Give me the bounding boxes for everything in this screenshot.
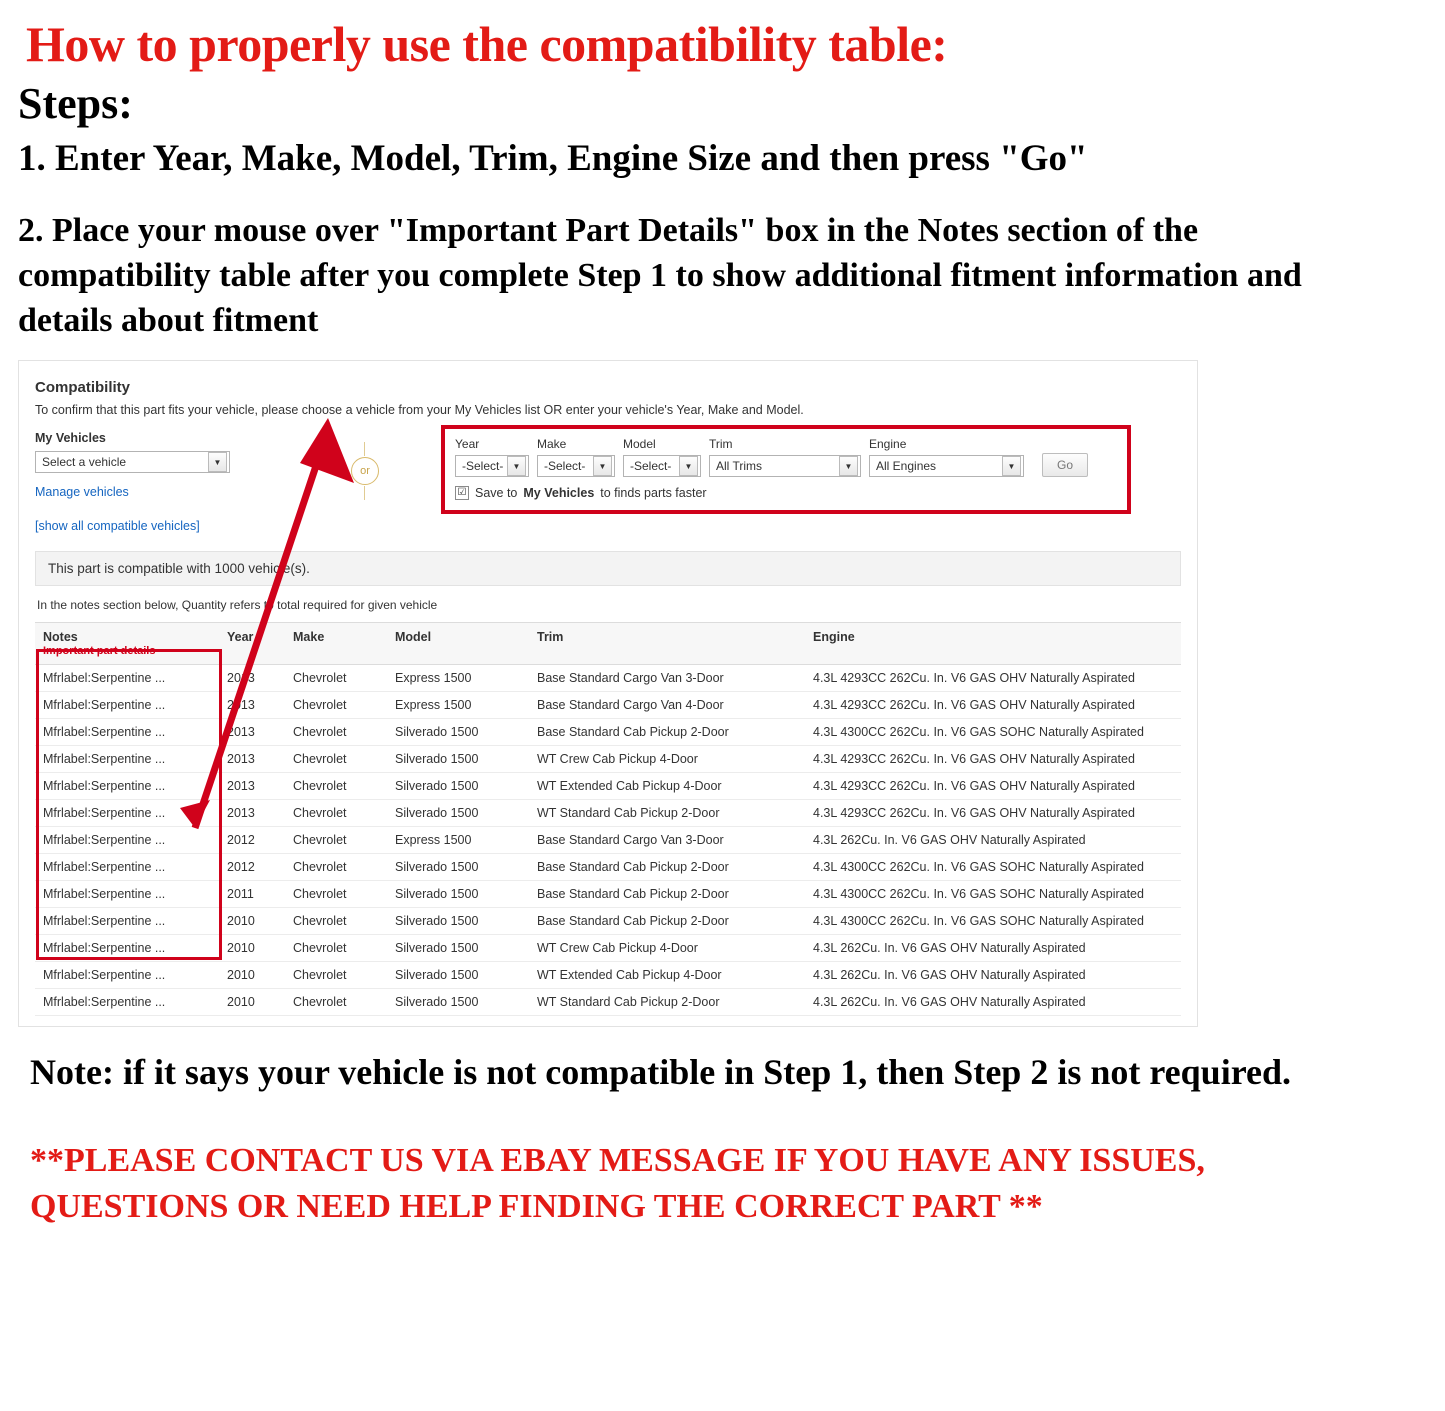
cell-engine: 4.3L 4300CC 262Cu. In. V6 GAS SOHC Naturally Aspirated (805, 908, 1181, 935)
header-make: Make (285, 623, 387, 665)
compatibility-heading: Compatibility (35, 379, 131, 396)
vehicle-finder-fields (455, 437, 1117, 477)
cell-notes[interactable]: Mfrlabel:Serpentine ... (35, 827, 219, 854)
engine-field (869, 437, 1024, 477)
chevron-down-icon: ▼ (839, 456, 858, 476)
cell-make: Chevrolet (285, 908, 387, 935)
table-row (35, 935, 1181, 962)
table-row (35, 746, 1181, 773)
page-title: How to properly use the compatibility table: (26, 16, 948, 72)
engine-label: Engine (869, 437, 907, 451)
compatible-count-banner: This part is compatible with 1000 vehicle(s). (35, 551, 1181, 586)
go-button[interactable]: Go (1042, 453, 1088, 477)
save-prefix-text: Save to (475, 486, 518, 500)
cell-make: Chevrolet (285, 665, 387, 692)
cell-model: Silverado 1500 (387, 989, 529, 1016)
cell-trim: Base Standard Cab Pickup 2-Door (529, 881, 805, 908)
cell-trim: WT Crew Cab Pickup 4-Door (529, 746, 805, 773)
cell-model: Silverado 1500 (387, 908, 529, 935)
table-row (35, 989, 1181, 1016)
cell-engine: 4.3L 4293CC 262Cu. In. V6 GAS OHV Naturally Aspirated (805, 692, 1181, 719)
cell-notes[interactable]: Mfrlabel:Serpentine ... (35, 665, 219, 692)
trim-label: Trim (709, 437, 733, 451)
cell-year: 2012 (219, 827, 285, 854)
cell-engine: 4.3L 4293CC 262Cu. In. V6 GAS OHV Naturally Aspirated (805, 773, 1181, 800)
table-header-row (35, 623, 1181, 665)
cell-engine: 4.3L 262Cu. In. V6 GAS OHV Naturally Aspirated (805, 935, 1181, 962)
cell-notes[interactable]: Mfrlabel:Serpentine ... (35, 746, 219, 773)
cell-notes[interactable]: Mfrlabel:Serpentine ... (35, 881, 219, 908)
cell-model: Express 1500 (387, 665, 529, 692)
cell-model: Silverado 1500 (387, 719, 529, 746)
cell-make: Chevrolet (285, 827, 387, 854)
my-vehicles-select-value: Select a vehicle (42, 455, 127, 469)
header-year: Year (219, 623, 285, 665)
header-trim: Trim (529, 623, 805, 665)
cell-model: Silverado 1500 (387, 854, 529, 881)
table-row (35, 692, 1181, 719)
cell-model: Silverado 1500 (387, 962, 529, 989)
cell-notes[interactable]: Mfrlabel:Serpentine ... (35, 773, 219, 800)
engine-select[interactable] (869, 455, 1024, 477)
cell-trim: Base Standard Cargo Van 3-Door (529, 665, 805, 692)
cell-make: Chevrolet (285, 773, 387, 800)
save-to-my-vehicles-checkbox[interactable]: ☑ (455, 486, 469, 500)
cell-trim: Base Standard Cab Pickup 2-Door (529, 854, 805, 881)
my-vehicles-block (35, 431, 285, 533)
cell-model: Silverado 1500 (387, 881, 529, 908)
make-field (537, 437, 615, 477)
steps-label: Steps: (18, 78, 133, 128)
cell-year: 2013 (219, 773, 285, 800)
cell-make: Chevrolet (285, 692, 387, 719)
cell-trim: Base Standard Cab Pickup 2-Door (529, 908, 805, 935)
year-field (455, 437, 529, 477)
table-row (35, 719, 1181, 746)
my-vehicles-label: My Vehicles (35, 431, 106, 445)
cell-notes[interactable]: Mfrlabel:Serpentine ... (35, 692, 219, 719)
chevron-down-icon: ▼ (507, 456, 526, 476)
cell-make: Chevrolet (285, 989, 387, 1016)
cell-year: 2013 (219, 719, 285, 746)
vehicle-selector-row (35, 431, 1181, 533)
save-to-my-vehicles-row[interactable] (455, 486, 1117, 500)
cell-model: Express 1500 (387, 692, 529, 719)
cell-model: Silverado 1500 (387, 746, 529, 773)
model-select[interactable] (623, 455, 701, 477)
cell-make: Chevrolet (285, 962, 387, 989)
or-divider: or (351, 457, 379, 485)
cell-engine: 4.3L 262Cu. In. V6 GAS OHV Naturally Aspirated (805, 989, 1181, 1016)
cell-notes[interactable]: Mfrlabel:Serpentine ... (35, 854, 219, 881)
make-select[interactable] (537, 455, 615, 477)
cell-year: 2012 (219, 854, 285, 881)
cell-make: Chevrolet (285, 854, 387, 881)
table-row (35, 773, 1181, 800)
notes-hint-text: In the notes section below, Quantity refers to total required for given vehicle (37, 598, 438, 612)
cell-trim: Base Standard Cargo Van 4-Door (529, 692, 805, 719)
cell-notes[interactable]: Mfrlabel:Serpentine ... (35, 962, 219, 989)
cell-engine: 4.3L 4300CC 262Cu. In. V6 GAS SOHC Naturally Aspirated (805, 854, 1181, 881)
cell-model: Express 1500 (387, 827, 529, 854)
cell-trim: WT Standard Cab Pickup 2-Door (529, 989, 805, 1016)
cell-year: 2010 (219, 962, 285, 989)
instruction-page (0, 18, 1445, 1411)
make-label: Make (537, 437, 567, 451)
my-vehicles-select[interactable] (35, 451, 230, 473)
cell-engine: 4.3L 262Cu. In. V6 GAS OHV Naturally Aspirated (805, 827, 1181, 854)
cell-engine: 4.3L 4300CC 262Cu. In. V6 GAS SOHC Naturally Aspirated (805, 719, 1181, 746)
model-field (623, 437, 701, 477)
header-important-part-details[interactable]: Important part details (43, 645, 156, 657)
cell-notes[interactable]: Mfrlabel:Serpentine ... (35, 800, 219, 827)
cell-year: 2013 (219, 800, 285, 827)
cell-year: 2013 (219, 692, 285, 719)
save-bold-text: My Vehicles (523, 486, 595, 500)
chevron-down-icon: ▼ (593, 456, 612, 476)
cell-make: Chevrolet (285, 719, 387, 746)
cell-trim: WT Extended Cab Pickup 4-Door (529, 962, 805, 989)
cell-year: 2010 (219, 908, 285, 935)
year-select[interactable] (455, 455, 529, 477)
cell-engine: 4.3L 4293CC 262Cu. In. V6 GAS OHV Naturally Aspirated (805, 800, 1181, 827)
cell-year: 2010 (219, 935, 285, 962)
table-row (35, 665, 1181, 692)
cell-make: Chevrolet (285, 935, 387, 962)
table-row (35, 800, 1181, 827)
cell-year: 2013 (219, 665, 285, 692)
cell-engine: 4.3L 4293CC 262Cu. In. V6 GAS OHV Naturally Aspirated (805, 746, 1181, 773)
show-all-compatible-vehicles-link[interactable]: [show all compatible vehicles] (35, 519, 200, 533)
step-1-text: 1. Enter Year, Make, Model, Trim, Engine Size and then press "Go" (18, 137, 1088, 179)
cell-year: 2013 (219, 746, 285, 773)
year-select-value: -Select- (462, 459, 504, 473)
contact-text: **PLEASE CONTACT US VIA EBAY MESSAGE IF YOU HAVE ANY ISSUES, QUESTIONS OR NEED HELP FINDING THE CORRECT PART ** (30, 1141, 1205, 1225)
compatibility-table (35, 622, 1181, 1016)
chevron-down-icon: ▼ (208, 452, 227, 472)
cell-trim: Base Standard Cargo Van 3-Door (529, 827, 805, 854)
cell-notes[interactable]: Mfrlabel:Serpentine ... (35, 719, 219, 746)
cell-make: Chevrolet (285, 800, 387, 827)
note-text: Note: if it says your vehicle is not compatible in Step 1, then Step 2 is not required. (30, 1052, 1292, 1092)
cell-make: Chevrolet (285, 746, 387, 773)
table-row (35, 854, 1181, 881)
header-model: Model (387, 623, 529, 665)
cell-model: Silverado 1500 (387, 773, 529, 800)
cell-trim: Base Standard Cab Pickup 2-Door (529, 719, 805, 746)
cell-notes[interactable]: Mfrlabel:Serpentine ... (35, 908, 219, 935)
compatibility-table-body (35, 665, 1181, 1016)
trim-select-value: All Trims (716, 459, 762, 473)
cell-model: Silverado 1500 (387, 935, 529, 962)
step-2-text: 2. Place your mouse over "Important Part Details" box in the Notes section of the compatibility table after you complete Step 1 to show additional fitment information and details about fitment (18, 212, 1302, 340)
year-label: Year (455, 437, 480, 451)
table-row (35, 908, 1181, 935)
trim-field (709, 437, 861, 477)
cell-make: Chevrolet (285, 881, 387, 908)
make-select-value: -Select- (544, 459, 586, 473)
cell-engine: 4.3L 4293CC 262Cu. In. V6 GAS OHV Naturally Aspirated (805, 665, 1181, 692)
header-notes (35, 623, 219, 665)
compatibility-panel (18, 360, 1198, 1027)
cell-year: 2010 (219, 989, 285, 1016)
cell-trim: WT Crew Cab Pickup 4-Door (529, 935, 805, 962)
header-engine: Engine (805, 623, 1181, 665)
cell-notes[interactable]: Mfrlabel:Serpentine ... (35, 989, 219, 1016)
cell-notes[interactable]: Mfrlabel:Serpentine ... (35, 935, 219, 962)
cell-model: Silverado 1500 (387, 800, 529, 827)
manage-vehicles-link[interactable]: Manage vehicles (35, 485, 129, 499)
table-row (35, 881, 1181, 908)
trim-select[interactable] (709, 455, 861, 477)
model-select-value: -Select- (630, 459, 672, 473)
table-row (35, 962, 1181, 989)
table-row (35, 827, 1181, 854)
engine-select-value: All Engines (876, 459, 937, 473)
chevron-down-icon: ▼ (1002, 456, 1021, 476)
header-notes-label: Notes (43, 630, 78, 644)
cell-year: 2011 (219, 881, 285, 908)
cell-engine: 4.3L 262Cu. In. V6 GAS OHV Naturally Aspirated (805, 962, 1181, 989)
cell-trim: WT Standard Cab Pickup 2-Door (529, 800, 805, 827)
cell-engine: 4.3L 4300CC 262Cu. In. V6 GAS SOHC Naturally Aspirated (805, 881, 1181, 908)
chevron-down-icon: ▼ (679, 456, 698, 476)
vehicle-finder-box (441, 425, 1131, 514)
model-label: Model (623, 437, 656, 451)
compatibility-subtitle: To confirm that this part fits your vehicle, please choose a vehicle from your My Vehicles list OR enter your vehicle's Year, Make and Model. (35, 403, 804, 417)
save-suffix-text: to finds parts faster (600, 486, 707, 500)
cell-trim: WT Extended Cab Pickup 4-Door (529, 773, 805, 800)
